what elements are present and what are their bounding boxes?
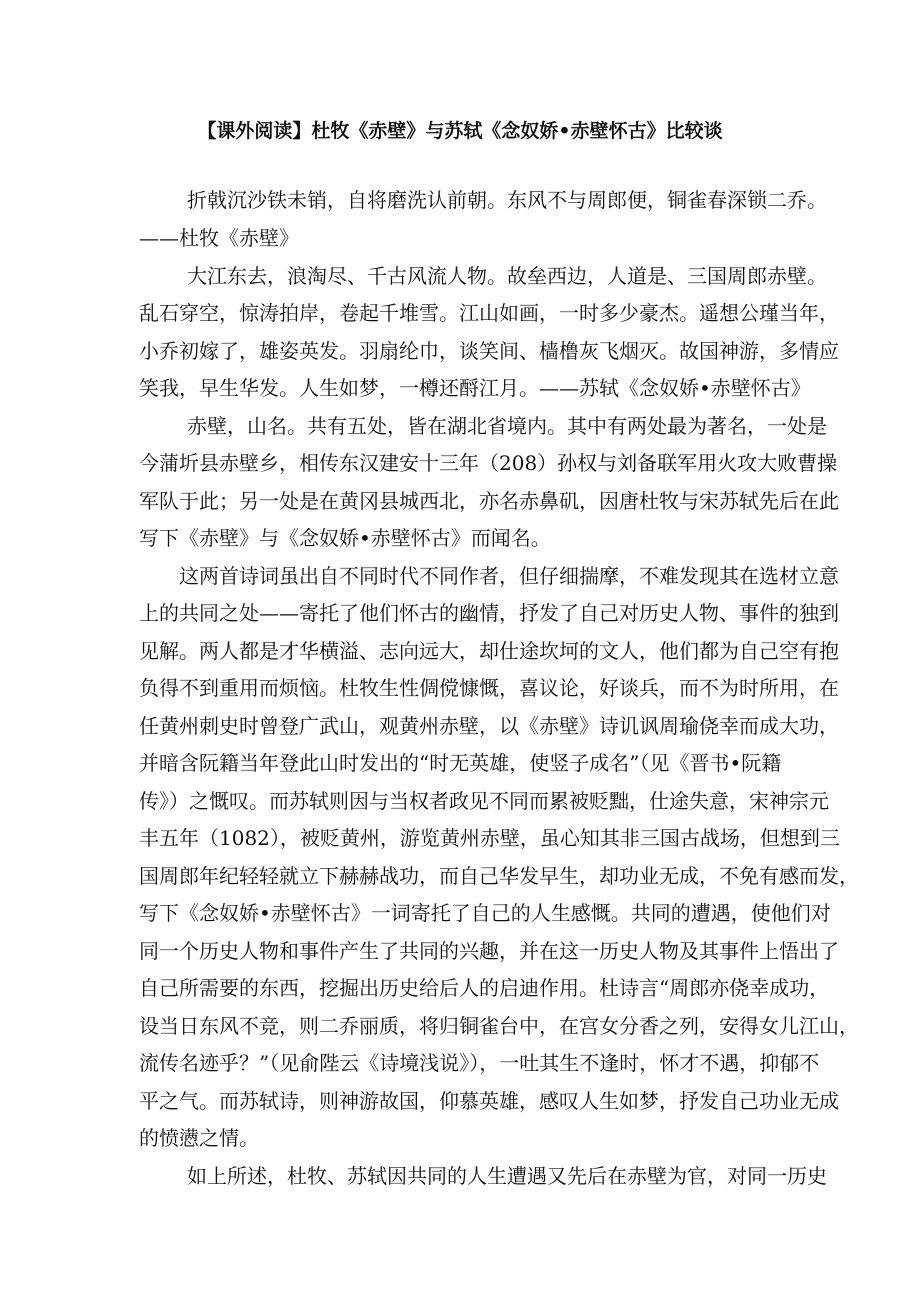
paragraph-line: 平之气。而苏轼诗，则神游故国，仰慕英雄，感叹人生如梦，抒发自己功业无成	[139, 1089, 839, 1113]
paragraph-line: 的愤懑之情。	[139, 1126, 259, 1150]
paragraph-line: 任黄州刺史时曾登广武山，观黄州赤壁，以《赤壁》诗讥讽周瑜侥幸而成大功，	[139, 714, 839, 738]
poem-sushi-line: 大江东去，浪淘尽、千古风流人物。故垒西边，人道是、三国周郎赤壁。	[187, 264, 827, 288]
paragraph-line: 丰五年（1082），被贬黄州，游览黄州赤壁，虽心知其非三国古战场，但想到三	[139, 826, 840, 850]
poem-dumu-attribution: ——杜牧《赤壁》	[139, 226, 299, 250]
paragraph-line: 自己所需要的东西，挖掘出历史给后人的启迪作用。杜诗言“周郎亦侥幸成功，	[139, 976, 830, 1000]
poem-sushi-line: 乱石穿空，惊涛拍岸，卷起千堆雪。江山如画，一时多少豪杰。遥想公瑾当年，	[139, 301, 839, 325]
paragraph-line: 见解。两人都是才华横溢、志向远大，却仕途坎坷的文人，他们都为自己空有抱	[139, 639, 839, 663]
paragraph-line: 并暗含阮籍当年登此山时发出的“时无英雄，使竖子成名”（见《晋书•阮籍	[139, 751, 782, 775]
paragraph-line: 上的共同之处——寄托了他们怀古的幽情，抒发了自己对历史人物、事件的独到	[139, 601, 839, 625]
paragraph-line: 这两首诗词虽出自不同时代不同作者，但仔细揣摩，不难发现其在选材立意	[179, 564, 839, 588]
paragraph-line: 流传名迹乎？”（见俞陛云《诗境浅说》），一吐其生不逢时，怀才不遇，抑郁不	[139, 1051, 820, 1075]
paragraph-line: 写下《赤壁》与《念奴娇•赤壁怀古》而闻名。	[139, 526, 551, 550]
document-title: 【课外阅读】杜牧《赤壁》与苏轼《念奴娇•赤壁怀古》比较谈	[197, 120, 723, 142]
paragraph-line: 如上所述，杜牧、苏轼因共同的人生遭遇又先后在赤壁为官，对同一历史	[187, 1164, 827, 1188]
paragraph-line: 写下《念奴娇•赤壁怀古》一词寄托了自己的人生感慨。共同的遭遇，使他们对	[139, 901, 831, 925]
poem-sushi-line: 小乔初嫁了，雄姿英发。羽扇纶巾，谈笑间、樯橹灰飞烟灭。故国神游，多情应	[139, 339, 839, 363]
poem-dumu-text: 折戟沉沙铁未销，自将磨洗认前朝。东风不与周郎便，铜雀春深锁二乔。	[187, 188, 827, 212]
paragraph-line: 军队于此；另一处是在黄冈县城西北，亦名赤鼻矶，因唐杜牧与宋苏轼先后在此	[139, 489, 839, 513]
paragraph-line: 负得不到重用而烦恼。杜牧生性倜傥慷慨，喜议论，好谈兵，而不为时所用，在	[139, 676, 839, 700]
poem-sushi-attribution-line: 笑我，早生华发。人生如梦，一樽还酹江月。——苏轼《念奴娇•赤壁怀古》	[139, 376, 811, 400]
paragraph-line: 赤壁，山名。共有五处，皆在湖北省境内。其中有两处最为著名，一处是	[187, 414, 827, 438]
paragraph-line: 国周郎年纪轻轻就立下赫赫战功，而自己华发早生，却功业无成，不免有感而发，	[139, 864, 859, 888]
paragraph-line: 同一个历史人物和事件产生了共同的兴趣，并在这一历史人物及其事件上悟出了	[139, 939, 839, 963]
paragraph-line: 今蒲圻县赤壁乡，相传东汉建安十三年（208）孙权与刘备联军用火攻大败曹操	[139, 451, 838, 475]
paragraph-line: 传》）之慨叹。而苏轼则因与当权者政见不同而累被贬黜，仕途失意，宋神宗元	[139, 789, 829, 813]
paragraph-line: 设当日东风不竞，则二乔丽质，将归铜雀台中，在宫女分香之列，安得女儿江山，	[139, 1014, 859, 1038]
